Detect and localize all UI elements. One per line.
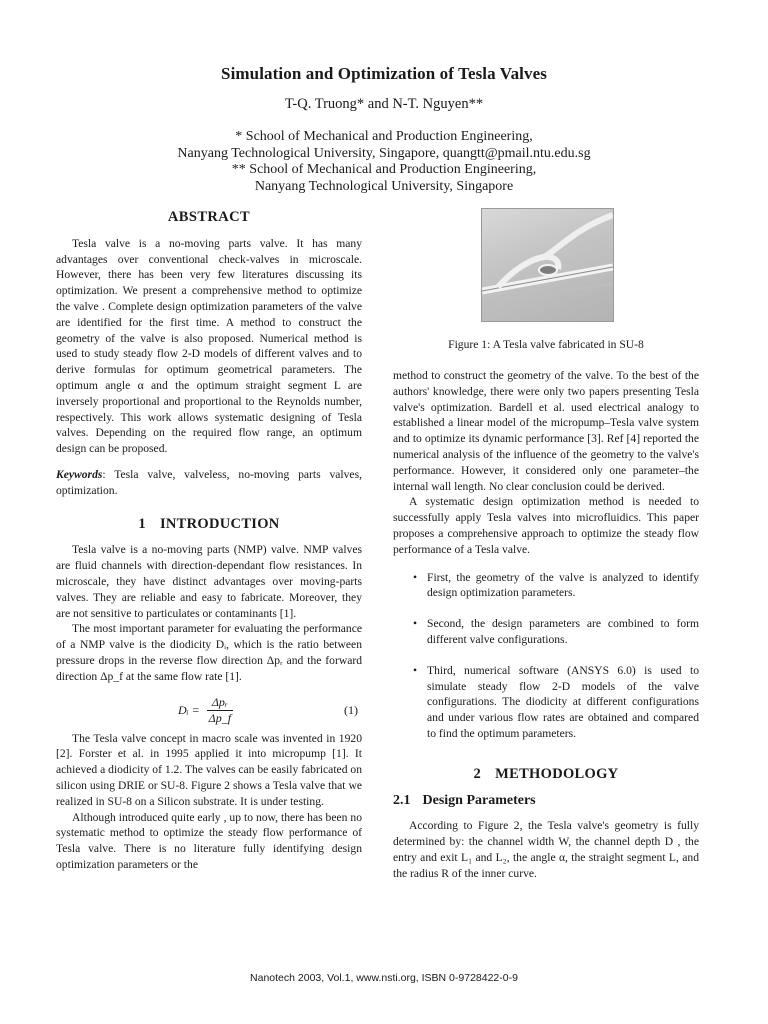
equation-number: (1) [344, 702, 358, 717]
list-item-text: First, the geometry of the valve is analyzed to identify design optimization parameters. [427, 570, 699, 600]
right-paragraph-2: A systematic design optimization method is needed to successfully apply Tesla valves into microfluidics. This paper proposes a comprehensive approach to optimize the steady flow performance of a Tesla valve. [393, 495, 699, 556]
keywords-label: Keywords [56, 467, 103, 481]
list-item [393, 570, 699, 602]
list-item [393, 663, 699, 742]
keywords-text: : Tesla valve, valveless, no-moving parts valves, optimization. [56, 467, 362, 497]
left-column [56, 210, 362, 873]
affiliation-line: Nanyang Technological University, Singapore [254, 178, 514, 194]
page-footer: Nanotech 2003, Vol.1, www.nsti.org, ISBN 0-9728422-0-9 [250, 972, 518, 984]
equation-numerator: Δpᵣ [207, 695, 233, 712]
bullet-icon: • [413, 617, 418, 631]
paper-authors: T-Q. Truong* and N-T. Nguyen** [284, 96, 484, 112]
subsection-heading-design-parameters [393, 793, 699, 809]
abstract-heading: ABSTRACT [167, 209, 251, 225]
intro-paragraph-3: The Tesla valve concept in macro scale was invented in 1920 [2]. Forster et al. in 1995 applied it into micropump [1]. It achieved a diodicity of 1.2. The valves can be easily fabricated on silicon using DRIE or SU-8. Figure 2 shows a Tesla valve that we realized in SU-8 on a Silicon substrate. It is under testing. [56, 731, 362, 808]
equation-diodicity [56, 689, 362, 729]
intro-paragraph-4: Although introduced quite early , up to now, there has been no systematic method to optimize the steady flow performance of Tesla valve. There is no literature fully identifying design optimization parameters or the [56, 810, 362, 871]
bullet-list [393, 570, 699, 742]
equation-body [178, 695, 233, 728]
equation-lhs: Dᵢ = [178, 702, 200, 717]
section-heading-methodology [393, 767, 699, 783]
equation-fraction [207, 695, 233, 728]
equation-denominator: Δp_f [208, 711, 232, 726]
list-item-text: Third, numerical software (ANSYS 6.0) is used to simulate steady flow 2-D models of the valve configurations. The diodicity at different configurations and under various flow rates are obtained and compared to find the optimum parameters. [427, 663, 699, 740]
figure-caption: Figure 1: A Tesla valve fabricated in SU-8 [448, 338, 644, 351]
paper-title: Simulation and Optimization of Tesla Valves [221, 64, 547, 83]
section-number: 2 [473, 765, 482, 782]
figure-1 [393, 208, 699, 353]
bullet-icon: • [413, 663, 418, 677]
list-item [393, 616, 699, 648]
affiliations [0, 129, 768, 195]
intro-paragraph-1: Tesla valve is a no-moving parts (NMP) valve. NMP valves are fluid channels with direction-dependant flow resistances. In microscale, they have distinct advantages over moving-parts valves. They are reliable and easy to fabricate. Moreover, they are not sensitive to particulates or contaminants [1]. [56, 543, 362, 620]
affiliation-line: ** School of Mechanical and Production Engineering, [231, 162, 537, 177]
section-number: 1 [138, 515, 146, 532]
bullet-icon: • [413, 570, 418, 584]
affiliation-line: * School of Mechanical and Production Engineering, [235, 129, 533, 144]
section-title: METHODOLOGY [495, 765, 619, 782]
abstract-text: Tesla valve is a no-moving parts valve. It has many advantages over conventional check-valves in microscale. However, there has been very few literatures discussing its optimization. We present a comprehensive method to optimize the valve . Complete design optimization parameters of the valve are identified for the first time. A method to construct the geometry of the valve is also proposed. Numerical method is used to study steady flow 2-D models of different valves and to derive formulas for optimum geometrical parameters. The optimum angle α and the optimum straight segment L are inversely proportional and proportional to the Reynolds number, respectively. This work allows systematic designing of Tesla valves. Depending on the required flow range, an optimum design can be proposed. [56, 236, 362, 456]
methodology-paragraph-1: According to Figure 2, the Tesla valve's geometry is fully determined by: the channel width W, the channel depth D , the entry and exit L₁ and L₂, the angle α, the straight segment L, and the radius R of the inner curve. [393, 819, 699, 880]
list-item-text: Second, the design parameters are combined to form different valve configurations. [427, 617, 699, 646]
intro-paragraph-2: The most important parameter for evaluating the performance of a NMP valve is the diodicity Dᵢ, which is the ratio between pressure drops in the reverse flow direction Δpᵣ and the forward direction Δp_f at the same flow rate [1]. [56, 622, 362, 683]
right-paragraph-1: method to construct the geometry of the valve. To the best of the authors' knowledge, there were only two papers presenting Tesla valve's optimization. Bardell et al. used electrical analogy to established a linear model of the micropump–Tesla valve system and to optimize its dynamic performance [3]. Ref [4] reported the numerical analysis of the influence of the geometry to the valve's performance. However, it considered only one parameter–the internal wall length. No clear conclusion could be derived. [393, 369, 699, 493]
subsection-number: 2.1 [393, 792, 411, 808]
affiliation-line: Nanyang Technological University, Singapore, quangtt@pmail.ntu.edu.sg [177, 145, 591, 161]
tesla-valve-photo [481, 208, 614, 322]
section-heading-introduction [56, 517, 362, 533]
section-title: INTRODUCTION [159, 515, 280, 532]
subsection-title: Design Parameters [422, 792, 536, 808]
right-column [393, 368, 699, 882]
keywords [56, 467, 362, 499]
